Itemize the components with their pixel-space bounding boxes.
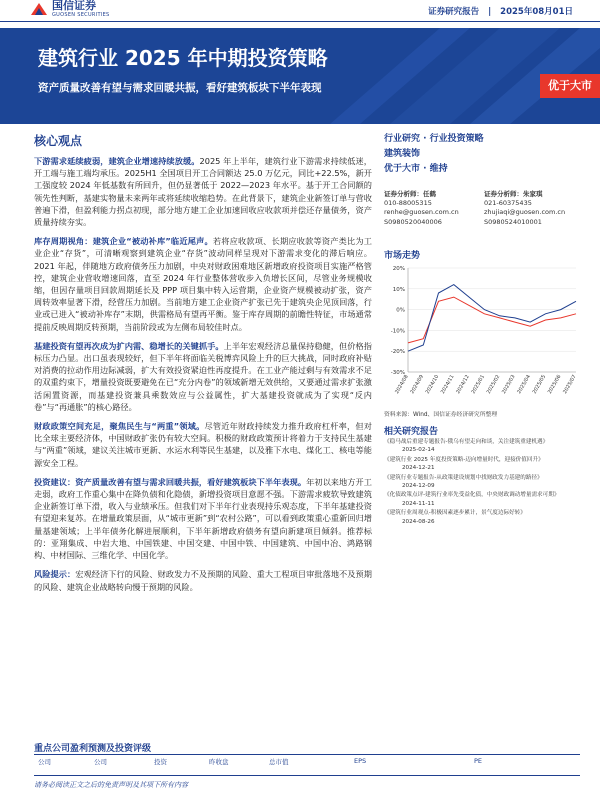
table-col: 公司: [94, 758, 107, 766]
report-date: 2025年08月01日: [500, 7, 573, 17]
analyst-2: 证券分析师：朱家琪 021-60375435 zhujiaqi@guosen.com.cn S0980524010001: [484, 190, 566, 226]
related-item[interactable]: 《建筑行业专题报告-从政策建设规划中找财政发力基建的路径》 2024-12-09: [384, 474, 543, 490]
x-tick-label: 2024/08: [394, 374, 410, 395]
y-tick-label: 10%: [392, 286, 405, 293]
related-heading: 相关研究报告: [384, 427, 439, 437]
paragraph-risk: 风险提示：宏观经济下行的风险、财政发力不及预期的风险、重大工程项目审批落地不及预期的风险、建筑企业战略转向慢于预期的风险。: [34, 569, 372, 592]
sector-name: 建筑装饰: [384, 149, 421, 159]
related-item[interactable]: 《建筑行业周观点-积极因素逐步累计，景气度边际好转》 2024-08-26: [384, 510, 526, 525]
table-heading: 重点公司盈利预测及投资评级: [34, 744, 152, 754]
table-col: 公司: [38, 758, 51, 766]
logo-text-en: GUOSEN SECURITIES: [52, 12, 110, 18]
logo-icon: [30, 2, 48, 16]
table-col: 投资: [154, 758, 167, 766]
related-item[interactable]: 《稳马战后重建专题报告-俄乌有望走向和谈，关注建筑重建机遇》 2025-02-14: [384, 439, 549, 454]
title-banner: [0, 28, 600, 124]
x-tick-label: 2025/04: [516, 374, 532, 395]
paragraph-inventory: 库存周期视角：建筑企业“被动补库”临近尾声。若将应收款项、长期应收款等资产类比为工业企业“存货”，可清晰观察到建筑企业“存货”波动同样呈现对下游需求变化的滞后响应。2021 年起，伴随地方政府债务压力加剧，中央对财政困难地区新增政府投资项目实施严格管控，建筑企业营收增速回落，直至 2024 年行业整体营收步入负增长区间，尽管业务规模收缩，但因存量项目回款周期延长及 PPP 项目集中转入运营期，企业资产规模被动扩张，资产周转效率显著下滑，经营压力加剧。当前地方建工企业资产扩张已先于建筑央企见顶回落，行业或已进入“被动补库存”末期，供需格局有望再平衡。鉴于库存周期的前瞻性特征，市场通常提前反映周期反转预期，当前阶段或为左侧布局较佳时点。: [34, 236, 372, 332]
x-tick-label: 2024/09: [409, 374, 426, 395]
related-item[interactable]: 《建筑行业 2025 年度投资策略-迈向增量时代，迎接价值回升》 2024-12-21: [384, 456, 544, 472]
y-tick-label: -10%: [390, 328, 405, 335]
x-tick-label: 2025/06: [546, 374, 563, 395]
chart-source: 资料来源：Wind、国信证券经济研究所整理: [384, 412, 498, 418]
market-trend-chart: [384, 262, 580, 402]
core-heading: 核心观点: [34, 134, 83, 148]
sidebar: [384, 132, 580, 525]
y-tick-label: -20%: [390, 349, 405, 356]
report-category: 行业研究 · 行业投资策略: [384, 134, 484, 144]
paragraph-investment: 投资建议：资产质量改善有望与需求回暖共振，看好建筑板块下半年表现。年初以来地方开工走弱，政府工作重心集中在降负债和化隐债，新增投资项目意愿不强。下游需求疲软导致建筑企业新签订单下滑，收入与业绩承压。但我们对下半年行业表现持乐观态度，下半年基建投资有望迎来复苏。在增量政策层面，从“城市更新”到“农村公路”，可以看到政策重心重新回归增量基建领域；上半年债务化解进展顺利，下半年新增政府债务有望向新建项目倾斜。推荐标的：亚翔集成、中岩大地、中国铁建、中国交建、中国中铁、中国建筑、中国中冶、鸿路钢构、中材国际、三维化学、中国化学。: [34, 476, 372, 561]
related-list: [384, 438, 580, 527]
rating-badge: 优于大市: [540, 74, 600, 98]
company-logo: [30, 0, 140, 22]
x-tick-label: 2025/02: [485, 374, 502, 395]
x-tick-label: 2024/11: [439, 374, 456, 395]
core-views: [34, 132, 372, 600]
table-col: EPS: [354, 757, 367, 765]
report-subtitle: 资产质量改善有望与需求回暖共振，看好建筑板块下半年表现: [38, 82, 322, 94]
report-type: 证券研究报告: [428, 7, 480, 17]
chart-heading: 市场走势: [384, 251, 421, 261]
rating-line: 优于大市 · 维持: [384, 164, 448, 174]
x-tick-label: 2025/07: [562, 374, 578, 395]
paragraph-demand: 下游需求延续疲弱，建筑企业增速持续放缓。2025 年上半年，建筑行业下游需求持续低迷，开工端与施工端均承压。2025H1 全国项目开工合同额达 25.0 万亿元，同比+22.5%，新开工强度较 2024 年低基数有所回升，但仍显著低于 2022—2023 年水平。基于开工合同额的领先性判断，基建实物量未来两年或将延续收缩趋势。在此背景下，建筑企业新签订单与营收普遍下滑，但盈利能力拐点初现，部分地方建工企业加速回收应收款项并偿还存量债务，资产质量持续夯实。: [34, 156, 372, 228]
report-title: 建筑行业 2025 年中期投资策略: [38, 46, 328, 70]
related-item[interactable]: 《化债政策点评-建筑行业率先受益化债，中央财政调动增量需求可期》 2024-11-11: [384, 492, 560, 507]
x-tick-label: 2025/01: [470, 374, 487, 395]
y-tick-label: 0%: [396, 307, 405, 314]
table-col: PE: [474, 757, 483, 765]
x-tick-label: 2025/05: [531, 374, 548, 395]
paragraph-infrastructure: 基建投资有望再次成为扩内需、稳增长的关键抓手。上半年宏观经济总量保持稳健，但价格指标压力凸显。出口虽表现较好，但下半年将面临关税博弈风险上升的巨大挑战，同时政府补贴对消费的拉动作用边际减弱，扩大有效投资紧迫性再度提升。在工业产能过剩与有效需求不足的双重约束下，增量投资既要避免在已“充分内卷”的领域新增无效供给，又要通过需求扩张激活闲置资源，而基建投资兼具乘数效应与公益属性，扩大基建投资就成为了实现“反内卷”与“再通胀”的核心路径。: [34, 340, 372, 412]
table-col: 总市值: [269, 758, 289, 766]
page-header: [0, 0, 600, 22]
series-line-1: [408, 297, 576, 343]
header-separator: |: [488, 7, 492, 17]
table-header-row: [34, 754, 580, 766]
y-tick-label: -30%: [390, 370, 405, 376]
footer-divider: [34, 775, 580, 776]
analyst-1: 证券分析师：任鹤 010-88005315 renhe@guosen.com.cn S0980520040006: [384, 190, 459, 226]
disclaimer-footer: 请务必阅读正文之后的免责声明及其项下所有内容: [34, 781, 188, 789]
logo-text-cn: 国信证券: [52, 0, 96, 12]
x-tick-label: 2025/03: [501, 374, 517, 395]
x-tick-label: 2024/12: [455, 374, 471, 395]
series-line-2: [408, 285, 576, 352]
paragraph-fiscal: 财政政策空间充足，聚焦民生与“两重”领域。尽管近年财政持续发力推升政府杠杆率，但对比全球主要经济体，中国财政扩张仍有较大空间。积极的财政政策预计将着力于支持民生基建与“两重”领域，建议关注城市更新、水运水利等民生基建，以及雅下水电、煤化工、核电等能源安全工程。: [34, 421, 372, 468]
report-meta: [425, 5, 576, 17]
table-col: 昨收盘: [209, 758, 229, 766]
x-tick-label: 2024/10: [424, 374, 441, 395]
y-tick-label: 20%: [392, 266, 405, 272]
